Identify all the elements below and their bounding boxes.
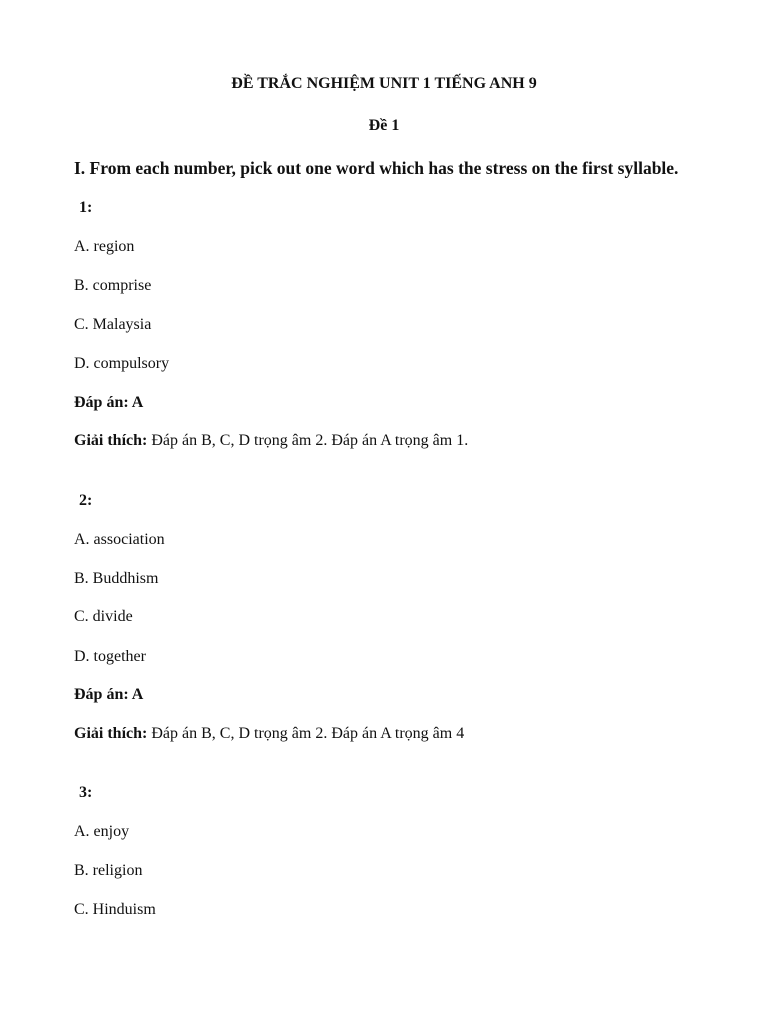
explanation-text: Đáp án B, C, D trọng âm 2. Đáp án A trọng (151, 432, 429, 449)
answer-option: C. Malaysia (74, 316, 152, 333)
document-title: ĐỀ TRẮC NGHIỆM UNIT 1 TIẾNG ANH 9 (231, 75, 537, 92)
section-instruction: I. From each number, pick out one word which has the stress on the first syllable. (74, 158, 679, 178)
question-number: 1: (79, 199, 93, 216)
answer-option: A. association (74, 531, 165, 548)
answer-option: D. compulsory (74, 355, 170, 372)
answer-option: B. Buddhism (74, 570, 159, 587)
answer-key: Đáp án: A (74, 686, 144, 703)
answer-option: C. Hinduism (74, 901, 156, 918)
answer-option: C. divide (74, 608, 133, 625)
explanation-label: Giải thích: (74, 432, 148, 449)
question-number: 2: (79, 492, 93, 509)
answer-option: B. comprise (74, 277, 152, 294)
answer-option: B. religion (74, 862, 143, 879)
answer-option: D. together (74, 648, 146, 665)
explanation-tail: âm 1. (432, 432, 469, 449)
question-number: 3: (79, 784, 93, 801)
document-subtitle: Đề 1 (368, 117, 400, 134)
answer-option: A. enjoy (74, 823, 130, 840)
explanation-label: Giải thích: (74, 725, 148, 742)
answer-option: A. region (74, 238, 135, 255)
explanation-text: Đáp án B, C, D trọng âm 2. Đáp án A trọng âm 4 (151, 725, 465, 742)
explanation (74, 724, 464, 744)
explanation (74, 431, 468, 451)
answer-key: Đáp án: A (74, 394, 144, 411)
